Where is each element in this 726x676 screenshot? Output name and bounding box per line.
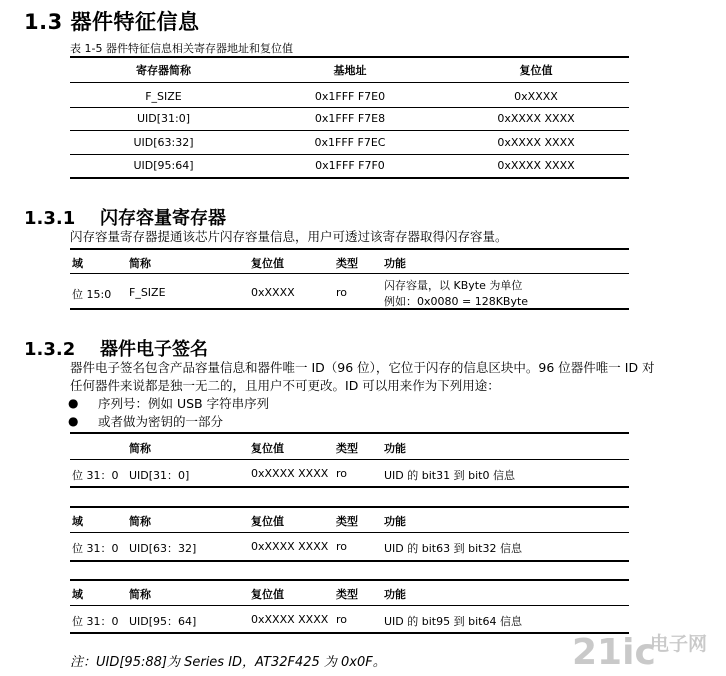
table-cell: F_SIZE bbox=[145, 90, 182, 103]
uid-description-line-1: 器件电子签名包含产品容量信息和器件唯一 ID（96 位），它位于闪存的信息区块中。96 位器件唯一 ID 对 bbox=[70, 360, 655, 375]
list-item-text: 序列号：例如 USB 字符串序列 bbox=[98, 396, 270, 411]
table-rule bbox=[70, 248, 629, 250]
table-rule bbox=[70, 82, 629, 83]
table-cell: ro bbox=[336, 613, 348, 626]
column-header-function: 功能 bbox=[384, 588, 406, 601]
table-cell: ro bbox=[336, 467, 348, 480]
table-cell: 0xXXXX XXXX bbox=[497, 112, 575, 125]
table-rule bbox=[70, 632, 629, 634]
column-header-name: 简称 bbox=[129, 442, 151, 455]
column-header-field: 域 bbox=[72, 257, 83, 270]
table-rule bbox=[70, 177, 629, 179]
section-title: 1.3 器件特征信息 bbox=[24, 10, 200, 34]
subsection-heading: 器件电子签名 bbox=[100, 339, 208, 360]
table-cell: 0x1FFF F7E0 bbox=[314, 90, 386, 103]
table-cell: UID[31：0] bbox=[129, 469, 190, 482]
table-cell: 位 15:0 bbox=[72, 288, 112, 301]
column-header-function: 功能 bbox=[384, 257, 406, 270]
table-cell: 0xXXXX bbox=[514, 90, 558, 103]
watermark-cn-text: 电子网 bbox=[650, 633, 708, 655]
column-header-type: 类型 bbox=[336, 588, 358, 601]
flash-description: 闪存容量寄存器提通该芯片闪存容量信息，用户可透过该寄存器取得闪存容量。 bbox=[70, 229, 508, 244]
table-cell: 0xXXXX XXXX bbox=[251, 467, 329, 480]
table-cell: 位 31：0 bbox=[72, 615, 119, 628]
table-rule bbox=[70, 605, 629, 606]
table-rule bbox=[70, 432, 629, 434]
table-cell: 0x1FFF F7F0 bbox=[315, 159, 385, 172]
table-rule bbox=[70, 107, 629, 108]
uid-description-line-2: 任何器件来说都是独一无二的，且用户不可更改。ID 可以用来作为下列用途： bbox=[70, 378, 500, 393]
table-cell: 0xXXXX XXXX bbox=[497, 159, 575, 172]
table-rule bbox=[70, 130, 629, 131]
column-header-base-address: 基地址 bbox=[333, 64, 367, 77]
table-cell: UID[63：32] bbox=[129, 542, 197, 555]
table-cell: 0xXXXX XXXX bbox=[497, 136, 575, 149]
subsection-heading: 闪存容量寄存器 bbox=[100, 208, 226, 229]
table-cell: UID 的 bit95 到 bit64 信息 bbox=[384, 615, 522, 628]
table-cell: 位 31：0 bbox=[72, 542, 119, 555]
table-rule bbox=[70, 579, 629, 581]
table-cell: UID[63:32] bbox=[133, 136, 194, 149]
table-cell: 例如：0x0080 = 128KByte bbox=[384, 295, 529, 308]
table-cell: UID[95：64] bbox=[129, 615, 197, 628]
table-cell: UID 的 bit31 到 bit0 信息 bbox=[384, 469, 515, 482]
table-cell: ro bbox=[336, 286, 348, 299]
table-rule bbox=[70, 532, 629, 533]
table-rule bbox=[70, 506, 629, 508]
table-cell: 位 31：0 bbox=[72, 469, 119, 482]
column-header-type: 类型 bbox=[336, 515, 358, 528]
column-header-reset-value: 复位值 bbox=[519, 64, 553, 77]
table-cell: 0xXXXX bbox=[251, 286, 295, 299]
column-header-reset: 复位值 bbox=[251, 257, 284, 270]
table-cell: UID 的 bit63 到 bit32 信息 bbox=[384, 542, 522, 555]
table-cell: 0x1FFF F7E8 bbox=[314, 112, 386, 125]
table-rule bbox=[70, 560, 629, 562]
table-rule bbox=[70, 273, 629, 274]
subsection-number: 1.3.2 bbox=[24, 339, 76, 360]
table-rule bbox=[70, 308, 629, 310]
subsection-number: 1.3.1 bbox=[24, 208, 76, 229]
column-header-name: 简称 bbox=[129, 588, 151, 601]
column-header-name: 简称 bbox=[129, 257, 151, 270]
table-cell: UID[95:64] bbox=[133, 159, 194, 172]
table-cell: F_SIZE bbox=[129, 286, 166, 299]
table-rule bbox=[70, 154, 629, 155]
table-rule bbox=[70, 486, 629, 488]
column-header-type: 类型 bbox=[336, 442, 358, 455]
bullet-icon: ● bbox=[68, 414, 79, 428]
table-cell: 0x1FFF F7EC bbox=[314, 136, 386, 149]
column-header-name: 简称 bbox=[129, 515, 151, 528]
table-cell: 0xXXXX XXXX bbox=[251, 540, 329, 553]
column-header-reset: 复位值 bbox=[251, 442, 284, 455]
column-header-function: 功能 bbox=[384, 515, 406, 528]
footnote: 注：UID[95:88]为 Series ID，AT32F425 为 0x0F。 bbox=[70, 655, 386, 670]
column-header-type: 类型 bbox=[336, 257, 358, 270]
column-header-field: 域 bbox=[72, 588, 83, 601]
watermark-icon bbox=[572, 628, 720, 672]
table-cell: UID[31:0] bbox=[136, 112, 191, 125]
bullet-icon: ● bbox=[68, 396, 79, 410]
table-rule bbox=[70, 56, 629, 58]
subsection-title-flash bbox=[24, 204, 226, 230]
table-caption: 表 1-5 器件特征信息相关寄存器地址和复位值 bbox=[70, 42, 293, 55]
column-header-reset: 复位值 bbox=[251, 588, 284, 601]
table-cell: 0xXXXX XXXX bbox=[251, 613, 329, 626]
watermark-logo-text: 21ic bbox=[572, 632, 656, 672]
watermark-logo bbox=[572, 628, 720, 672]
table-cell: 闪存容量，以 KByte 为单位 bbox=[384, 279, 523, 292]
subsection-title-uid bbox=[24, 335, 208, 361]
column-header-field: 域 bbox=[72, 515, 83, 528]
column-header-reset: 复位值 bbox=[251, 515, 284, 528]
table-rule bbox=[70, 459, 629, 460]
table-cell: ro bbox=[336, 540, 348, 553]
column-header-function: 功能 bbox=[384, 442, 406, 455]
column-header-short-name: 寄存器简称 bbox=[136, 64, 191, 77]
list-item-text: 或者做为密钥的一部分 bbox=[98, 414, 224, 429]
